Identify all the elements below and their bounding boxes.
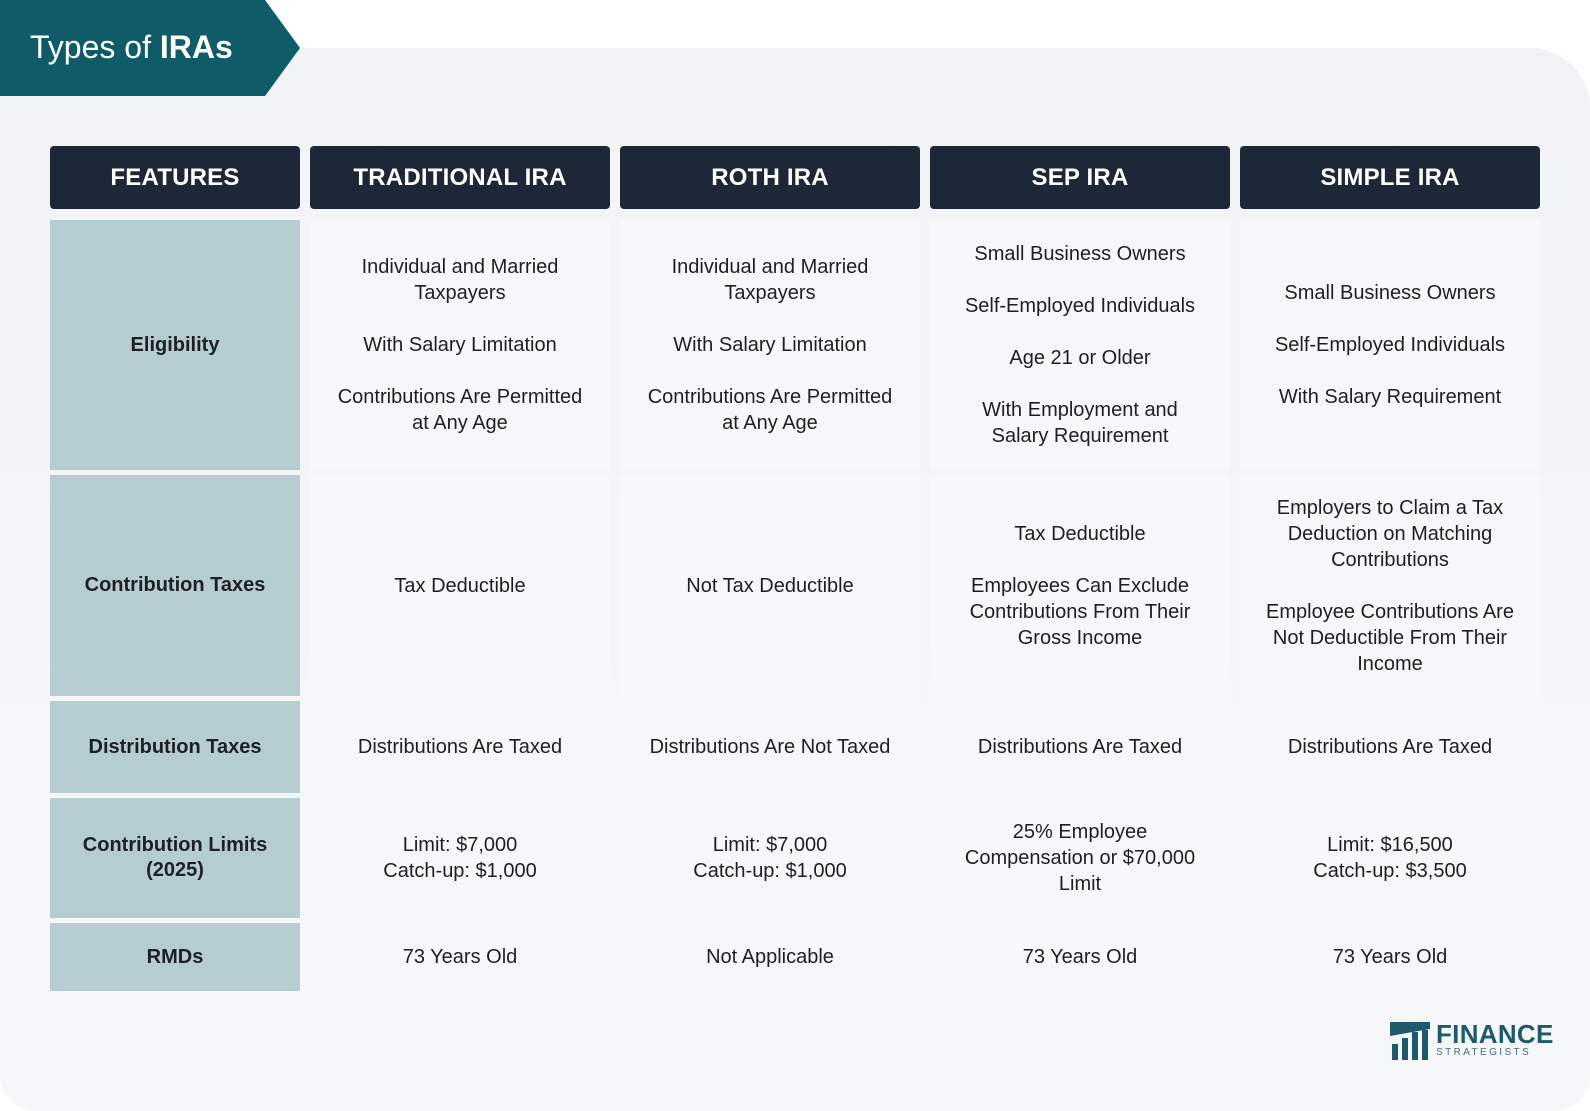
feature-label (50, 475, 300, 696)
feature-label-text: Distribution Taxes (88, 735, 262, 758)
header-simple-ira: SIMPLE IRA (1240, 146, 1540, 209)
cell-text: Distributions Are Taxed (977, 736, 1183, 758)
cell-traditional-ira (310, 923, 610, 991)
cell-text: Distributions Are Not Taxed (649, 736, 891, 758)
cell-simple-ira (1240, 798, 1540, 918)
cell-text: Distributions Are Taxed (357, 736, 563, 758)
cell-text: Individual and Married Taxpayers (671, 256, 869, 304)
cell-text: Limit: $16,500 Catch-up: $3,500 (1313, 834, 1467, 882)
cell-text: Contributions Are Permitted at Any Age (337, 386, 583, 434)
cell-text: 25% Employee Compensation or $70,000 Limit (964, 821, 1196, 895)
cell-text: With Employment and Salary Requirement (982, 399, 1178, 447)
header-traditional-ira: TRADITIONAL IRA (310, 146, 610, 209)
cell-text: Self-Employed Individuals (1274, 334, 1506, 356)
cell-text: Employee Contributions Are Not Deductible From Their Income (1266, 600, 1514, 675)
feature-label-text: Eligibility (130, 333, 220, 356)
cell-text: With Salary Requirement (1278, 386, 1502, 408)
cell-roth-ira (620, 475, 920, 696)
feature-label (50, 923, 300, 991)
cell-text: Employees Can Exclude Contributions From Their Gross Income (969, 574, 1191, 649)
feature-label-text: Contribution Taxes (84, 574, 266, 596)
title-bold: IRAs (159, 29, 233, 65)
title-prefix: Types of (30, 29, 160, 65)
cell-traditional-ira (310, 475, 610, 696)
cell-text: Distributions Are Taxed (1287, 736, 1493, 758)
cell-text: Tax Deductible (394, 574, 526, 597)
cell-roth-ira (620, 798, 920, 918)
logo-name: FINANCE (1436, 1019, 1554, 1049)
cell-simple-ira (1240, 475, 1540, 696)
cell-text: 73 Years Old (402, 946, 518, 968)
cell-text: Individual and Married Taxpayers (361, 256, 559, 304)
cell-text: With Salary Limitation (363, 334, 557, 356)
cell-text: 73 Years Old (1332, 946, 1448, 968)
cell-sep-ira (930, 923, 1230, 991)
page-title (30, 27, 233, 67)
finance-strategists-logo-icon (1390, 1020, 1432, 1060)
cell-text: Limit: $7,000 Catch-up: $1,000 (693, 834, 847, 882)
finance-strategists-logo (1390, 1019, 1554, 1060)
cell-traditional-ira (310, 220, 610, 470)
feature-label (50, 220, 300, 470)
cell-sep-ira (930, 475, 1230, 696)
cell-text: 73 Years Old (1022, 946, 1138, 968)
cell-text: Small Business Owners (1284, 282, 1496, 304)
cell-simple-ira (1240, 923, 1540, 991)
cell-text: Self-Employed Individuals (964, 295, 1196, 317)
cell-text: Contributions Are Permitted at Any Age (647, 386, 893, 434)
header-roth-ira: ROTH IRA (620, 146, 920, 209)
cell-text: Small Business Owners (974, 243, 1186, 265)
cell-text: Not Applicable (706, 946, 834, 968)
cell-sep-ira (930, 701, 1230, 793)
cell-roth-ira (620, 220, 920, 470)
logo-tagline: STRATEGISTS (1436, 1047, 1532, 1058)
cell-text: Limit: $7,000 Catch-up: $1,000 (383, 834, 537, 882)
cell-sep-ira (930, 220, 1230, 470)
cell-text: With Salary Limitation (673, 334, 867, 356)
cell-text: Not Tax Deductible (686, 574, 854, 597)
feature-label (50, 798, 300, 918)
cell-simple-ira (1240, 220, 1540, 470)
header-sep-ira: SEP IRA (930, 146, 1230, 209)
cell-text: Age 21 or Older (1009, 347, 1151, 369)
ira-comparison-table (50, 146, 1540, 991)
cell-sep-ira (930, 798, 1230, 918)
cell-traditional-ira (310, 701, 610, 793)
feature-label-text: Contribution Limits (2025) (82, 834, 268, 881)
cell-roth-ira (620, 701, 920, 793)
feature-label-text: RMDs (146, 945, 204, 968)
cell-traditional-ira (310, 798, 610, 918)
cell-roth-ira (620, 923, 920, 991)
feature-label (50, 701, 300, 793)
cell-text: Tax Deductible (1014, 522, 1146, 545)
cell-text: Employers to Claim a Tax Deduction on Matching Contributions (1276, 496, 1504, 571)
cell-simple-ira (1240, 701, 1540, 793)
header-features: FEATURES (50, 146, 300, 209)
